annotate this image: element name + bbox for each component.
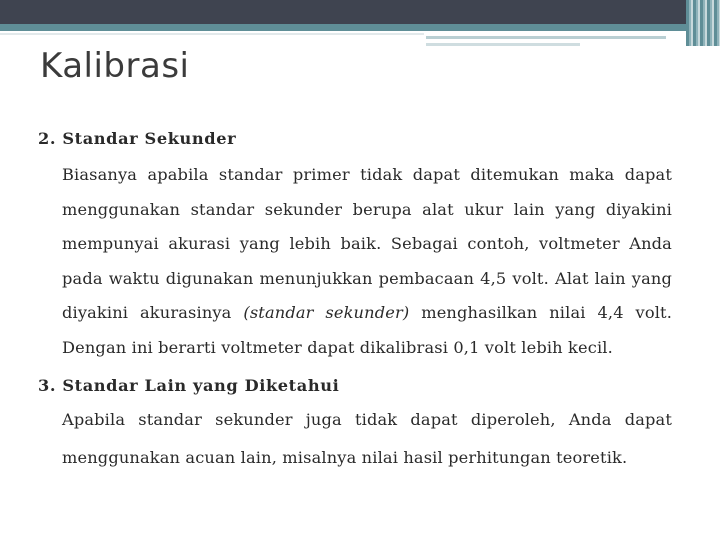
paragraph-italic-text: (standar sekunder) — [243, 303, 410, 322]
decorative-line — [0, 33, 424, 35]
paragraph-text: Biasanya apabila standar primer tidak dapat ditemukan maka dapat menggunakan standar sekunder berupa alat ukur lain yang diyakini mempunyai akurasi yang lebih baik. Sebagai contoh, voltmeter Anda pada waktu digunakan menunjukkan pembacaan 4,5 volt. Alat lain yang diyakini akurasinya — [62, 165, 672, 322]
header-bar — [0, 0, 720, 24]
paragraph-text: menghasilkan nilai 4,4 volt. Dengan ini berarti voltmeter dapat dikalibrasi 0,1 volt lebih kecil. — [62, 303, 673, 357]
section-heading: 3. Standar Lain yang Diketahui — [38, 376, 340, 395]
section-heading: 2. Standar Sekunder — [38, 129, 237, 148]
slide-content — [38, 126, 672, 481]
decorative-line — [426, 36, 666, 39]
header-decoration — [686, 0, 720, 46]
slide-title: Kalibrasi — [40, 46, 190, 86]
header-accent-band — [0, 24, 720, 31]
section-paragraph — [62, 158, 672, 365]
section-paragraph: Apabila standar sekunder juga tidak dapat diperoleh, Anda dapat menggunakan acuan lain, misalnya nilai hasil perhitungan teoretik. — [62, 410, 672, 467]
decorative-line — [426, 43, 580, 46]
